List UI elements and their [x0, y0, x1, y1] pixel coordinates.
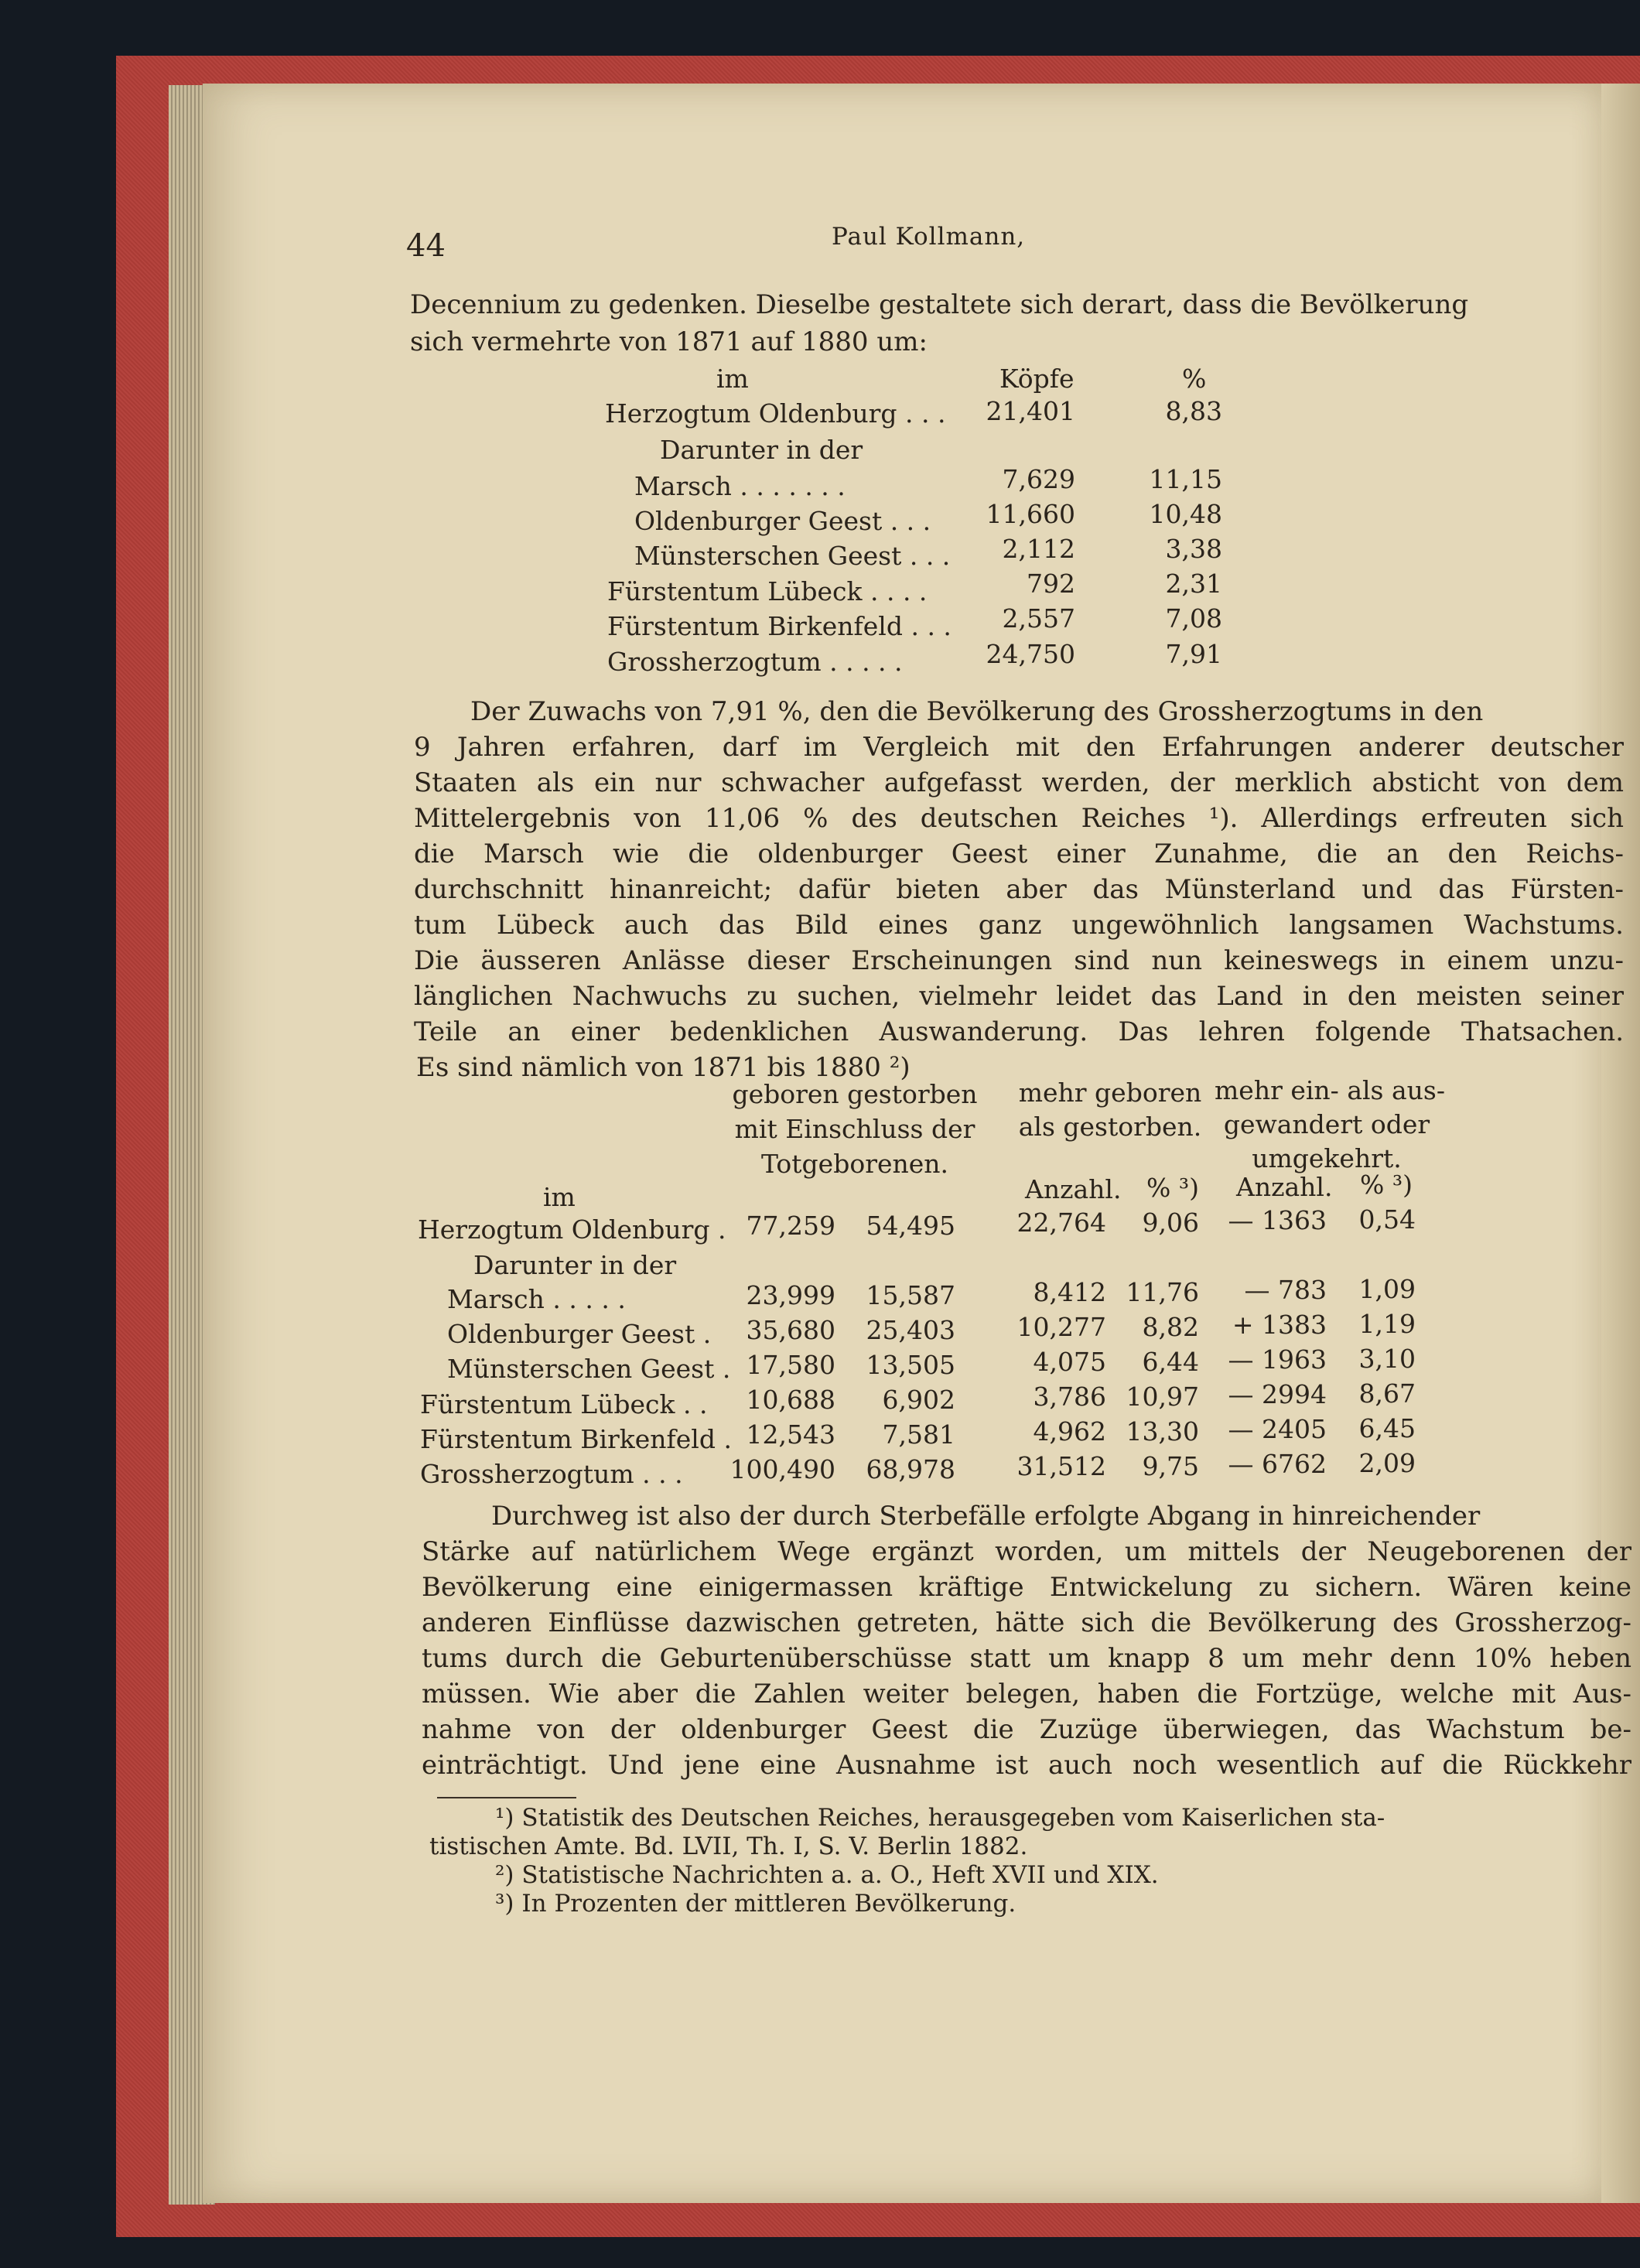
col-header: gewandert oder [1223, 1109, 1430, 1139]
table-row-label: Marsch . . . . . [447, 1284, 626, 1314]
text-line: Mittelergebnis von 11,06 % des deutschen Reiches ¹). Allerdings erfreuten sich [414, 803, 1624, 834]
intro-line: sich vermehrte von 1871 auf 1880 um: [410, 326, 928, 357]
table-cell-count: 7,629 [1002, 464, 1075, 494]
text-line: durchschnitt hinanreicht; dafür bieten aber das Münsterland und das Fürsten- [414, 874, 1624, 905]
table-cell-pct: 10,48 [1149, 499, 1222, 529]
text-line: nahme von der oldenburger Geest die Zuzüge überwiegen, das Wachstum be- [422, 1714, 1631, 1745]
table-cell-migr-pct: 8,67 [1358, 1378, 1416, 1409]
table-row-label: Grossherzogtum . . . . . [607, 647, 903, 677]
text-line: die Marsch wie die oldenburger Geest einer Zunahme, die an den Reichs- [414, 839, 1624, 869]
table-cell-surplus: 8,412 [1033, 1277, 1106, 1307]
table-cell-born: 10,688 [746, 1385, 835, 1415]
table-cell-surplus-pct: 11,76 [1126, 1277, 1199, 1307]
table-row-label: Fürstentum Lübeck . . [420, 1389, 708, 1419]
text-line: tum Lübeck auch das Bild eines ganz ungewöhnlich langsamen Wachstums. [414, 910, 1624, 941]
table-cell-dead: 68,978 [866, 1454, 955, 1484]
table-cell-migr-pct: 3,10 [1358, 1344, 1416, 1374]
table-cell-surplus-pct: 6,44 [1142, 1347, 1199, 1377]
footnote-line: tistischen Amte. Bd. LVII, Th. I, S. V. Berlin 1882. [429, 1833, 1028, 1860]
text-line: Teile an einer bedenklichen Auswanderung. Das lehren folgende Thatsachen. [414, 1016, 1624, 1047]
page-gutter [1601, 84, 1640, 2203]
text-line: Staaten als ein nur schwacher aufgefasst werden, der merklich absticht von dem [414, 767, 1624, 798]
table-cell-surplus: 4,075 [1033, 1347, 1106, 1377]
table-cell-pct: 2,31 [1165, 569, 1222, 599]
table-cell-surplus: 4,962 [1033, 1416, 1106, 1447]
table-cell-dead: 6,902 [882, 1385, 955, 1415]
col-header: mehr ein- als aus- [1215, 1075, 1445, 1105]
table-cell-born: 77,259 [746, 1211, 835, 1241]
table-row-label: Grossherzogtum . . . [420, 1459, 683, 1489]
table-cell-surplus: 3,786 [1033, 1382, 1106, 1412]
table-cell-count: 792 [1027, 569, 1075, 599]
text-line: länglichen Nachwuchs zu suchen, vielmehr leidet das Land in den meisten seiner [414, 981, 1624, 1012]
col-header-count: Köpfe [999, 364, 1075, 394]
table-cell-born: 12,543 [746, 1419, 835, 1450]
table-cell-migr: + 1383 [1232, 1310, 1327, 1340]
table-row-label: Darunter in der [473, 1250, 677, 1280]
table-row-label: Herzogtum Oldenburg . [418, 1214, 726, 1245]
text-line: Bevölkerung eine einigermassen kräftige Entwickelung zu sichern. Wären keine [422, 1572, 1631, 1603]
text-line: müssen. Wie aber die Zahlen weiter belegen, haben die Fortzüge, welche mit Aus- [422, 1679, 1631, 1710]
table-cell-migr: — 1963 [1228, 1344, 1327, 1375]
table-row-label: Fürstentum Birkenfeld . [420, 1424, 732, 1454]
col-header: mit Einschluss der [734, 1114, 975, 1144]
table-cell-surplus: 10,277 [1016, 1312, 1106, 1342]
table-cell-count: 24,750 [986, 639, 1075, 669]
table-cell-born: 35,680 [746, 1315, 835, 1345]
text-line: Es sind nämlich von 1871 bis 1880 ²) [416, 1052, 911, 1083]
text-line: Der Zuwachs von 7,91 %, den die Bevölkerung des Grossherzogtums in den [470, 696, 1484, 727]
footnote-line: ³) In Prozenten der mittleren Bevölkerung. [495, 1890, 1016, 1918]
table-row-label: Fürstentum Lübeck . . . . [607, 576, 928, 606]
table-cell-born: 17,580 [746, 1350, 835, 1380]
page-number: 44 [406, 228, 446, 264]
footnote-line: ¹) Statistik des Deutschen Reiches, herausgegeben vom Kaiserlichen sta- [495, 1804, 1385, 1832]
table-cell-surplus-pct: 10,97 [1126, 1382, 1199, 1412]
col-header-region: im [543, 1182, 576, 1212]
table-cell-migr: — 783 [1244, 1275, 1327, 1305]
col-header: % ³) [1360, 1170, 1413, 1200]
text-line: einträchtigt. Und jene eine Ausnahme ist auch noch wesentlich auf die Rückkehr [422, 1750, 1631, 1781]
col-header: umgekehrt. [1252, 1143, 1402, 1173]
table-cell-surplus-pct: 9,06 [1142, 1207, 1199, 1238]
table-cell-count: 2,557 [1002, 603, 1075, 634]
table-cell-surplus-pct: 9,75 [1142, 1451, 1199, 1481]
table-cell-pct: 3,38 [1165, 534, 1222, 564]
table-row-label: Marsch . . . . . . . [634, 471, 846, 501]
table-row-label: Oldenburger Geest . . . [634, 506, 931, 536]
table-cell-born: 100,490 [729, 1454, 835, 1484]
footnote-rule [437, 1797, 576, 1798]
table-cell-dead: 7,581 [882, 1419, 955, 1450]
table-cell-dead: 25,403 [866, 1315, 955, 1345]
table-cell-count: 11,660 [986, 499, 1075, 529]
col-header: Anzahl. [1025, 1174, 1122, 1204]
table-cell-migr-pct: 6,45 [1358, 1413, 1416, 1443]
col-header: Anzahl. [1236, 1172, 1333, 1202]
col-header: Totgeborenen. [760, 1149, 949, 1179]
text-line: tums durch die Geburtenüberschüsse statt um knapp 8 um mehr denn 10% heben [422, 1643, 1631, 1674]
col-header: % ³) [1146, 1173, 1199, 1203]
col-header: geboren gestorben [732, 1079, 978, 1109]
table-cell-pct: 8,83 [1165, 396, 1222, 426]
table-cell-pct: 7,08 [1165, 603, 1222, 634]
text-line: Durchweg ist also der durch Sterbefälle erfolgte Abgang in hinreichender [491, 1501, 1481, 1532]
table-cell-born: 23,999 [746, 1280, 835, 1310]
table-cell-surplus-pct: 8,82 [1142, 1312, 1199, 1342]
text-line: 9 Jahren erfahren, darf im Vergleich mit den Erfahrungen anderer deutscher [414, 732, 1624, 763]
col-header: mehr geboren [1018, 1078, 1202, 1108]
col-header: als gestorben. [1018, 1112, 1202, 1142]
table-cell-migr: — 6762 [1228, 1449, 1327, 1479]
table-cell-migr: — 1363 [1228, 1205, 1327, 1235]
table-cell-dead: 15,587 [866, 1280, 955, 1310]
table-cell-dead: 54,495 [866, 1211, 955, 1241]
table-cell-surplus: 22,764 [1016, 1207, 1106, 1238]
table-row-label: Darunter in der [660, 435, 863, 465]
table-cell-pct: 7,91 [1165, 639, 1222, 669]
text-line: Stärke auf natürlichem Wege ergänzt worden, um mittels der Neugeborenen der [422, 1536, 1631, 1567]
table-cell-surplus: 31,512 [1016, 1451, 1106, 1481]
table-row-label: Herzogtum Oldenburg . . . [605, 398, 946, 429]
table-cell-surplus-pct: 13,30 [1126, 1416, 1199, 1447]
text-line: Die äusseren Anlässe dieser Erscheinungen sind nun keineswegs in einem unzu- [414, 945, 1624, 976]
table-cell-pct: 11,15 [1149, 464, 1222, 494]
table-cell-migr: — 2994 [1228, 1379, 1327, 1409]
intro-line: Decennium zu gedenken. Dieselbe gestaltete sich derart, dass die Bevölkerung [410, 289, 1469, 320]
col-header-region: im [716, 364, 749, 394]
table-cell-count: 2,112 [1002, 534, 1075, 564]
table-cell-dead: 13,505 [866, 1350, 955, 1380]
table-cell-migr-pct: 2,09 [1358, 1448, 1416, 1478]
table-cell-migr-pct: 0,54 [1358, 1204, 1416, 1235]
running-title: Paul Kollmann, [832, 223, 1026, 251]
table-row-label: Münsterschen Geest . [447, 1354, 731, 1384]
footnote-line: ²) Statistische Nachrichten a. a. O., Heft XVII und XIX. [495, 1861, 1159, 1889]
table-cell-migr: — 2405 [1228, 1414, 1327, 1444]
table-cell-migr-pct: 1,19 [1358, 1309, 1416, 1339]
table-row-label: Münsterschen Geest . . . [634, 541, 951, 571]
table-cell-count: 21,401 [986, 396, 1075, 426]
table-cell-migr-pct: 1,09 [1358, 1274, 1416, 1304]
text-line: anderen Einflüsse dazwischen getreten, hätte sich die Bevölkerung des Grossherzog- [422, 1607, 1631, 1638]
col-header-pct: % [1182, 364, 1207, 394]
table-row-label: Fürstentum Birkenfeld . . . [607, 611, 952, 641]
table-row-label: Oldenburger Geest . [447, 1319, 712, 1349]
